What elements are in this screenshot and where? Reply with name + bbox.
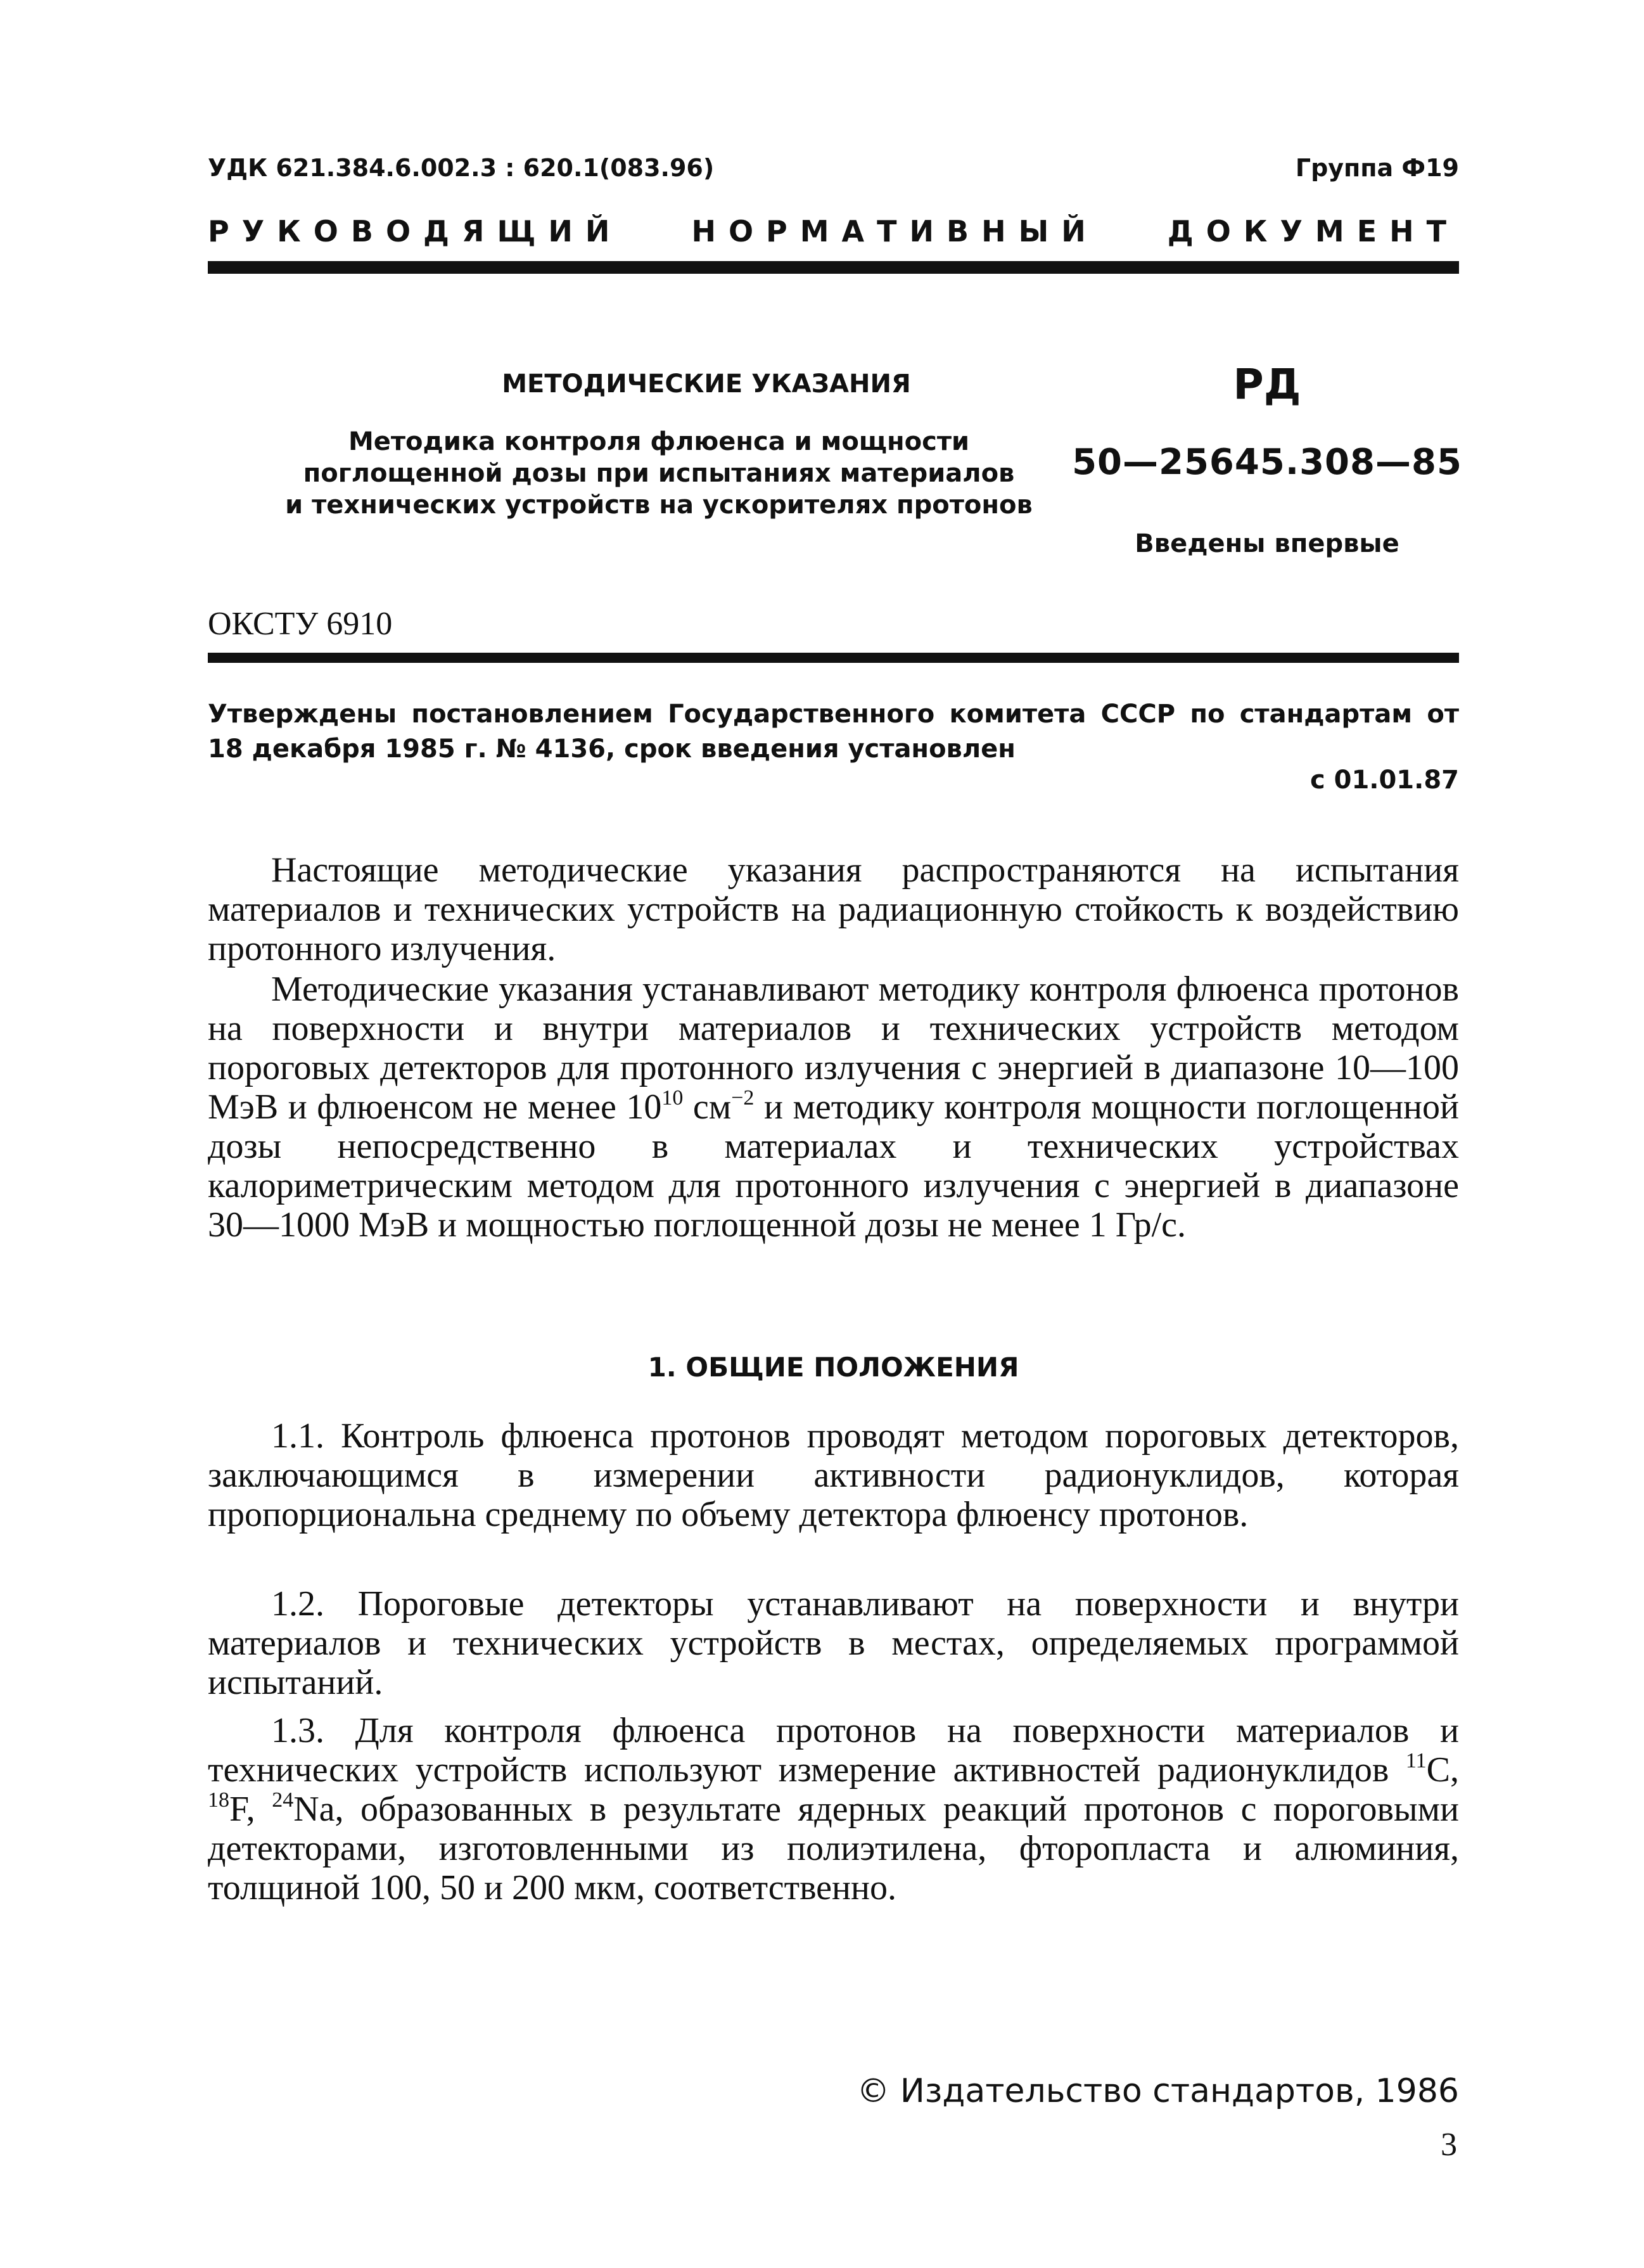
clause-1-1: 1.1. Контроль флюенса протонов проводят методом пороговых детекторов, заключающимся в измерении активности радионуклидов, которая пропорциональна среднему по объему детектора флюенсу протонов. bbox=[208, 1416, 1459, 1534]
p2-text-a: Методические указания устанавливают методику контроля флюенса протонов на поверхности и внутри материалов и технических устройств методом пороговых детекторов для протонного излучения с энергией в диапазоне 10—100 МэВ и флюенсом не менее 10 bbox=[208, 970, 1459, 1127]
paragraph-methods bbox=[208, 970, 1459, 1245]
copyright-line: © Издательство стандартов, 1986 bbox=[857, 2072, 1459, 2110]
approval-text: Утверждены постановлением Государственного комитета СССР по стандартам от 18 декабря 1985 г. № 4136, срок введения установлен bbox=[208, 700, 1459, 764]
clause-1-3 bbox=[208, 1711, 1459, 1907]
rd-label: РД bbox=[1233, 360, 1301, 409]
subtitle-line-3: и технических устройств на ускорителях протонов bbox=[285, 490, 1033, 520]
subtitle-line-1: Методика контроля флюенса и мощности bbox=[348, 427, 970, 456]
page-number: 3 bbox=[1441, 2127, 1457, 2163]
clause-1-2: 1.2. Пороговые детекторы устанавливают на поверхности и внутри материалов и технических устройств в местах, определяемых программой испытаний. bbox=[208, 1584, 1459, 1702]
udk-code: УДК 621.384.6.002.3 : 620.1(083.96) bbox=[208, 154, 715, 182]
header-divider bbox=[208, 261, 1459, 274]
p2-text-c: и методику контроля мощности поглощенной дозы непосредственно в материалах и технических устройствах калориметрическим методом для протонного излучения с энергией в диапазоне 30—1000 МэВ и мощностью поглощенной дозы не менее 1 Гр/с. bbox=[208, 1087, 1459, 1245]
p5-text-c: C, bbox=[1426, 1750, 1459, 1790]
p2-superscript-unit: −2 bbox=[731, 1086, 755, 1110]
approval-divider bbox=[208, 653, 1459, 663]
guidelines-heading: МЕТОДИЧЕСКИЕ УКАЗАНИЯ bbox=[502, 369, 911, 399]
p5-text-f: F, bbox=[229, 1790, 272, 1829]
introduced-note: Введены впервые bbox=[1135, 529, 1399, 558]
rd-number: 50—25645.308—85 bbox=[1072, 442, 1462, 483]
p2-superscript-power: 10 bbox=[661, 1086, 684, 1110]
paragraph-scope: Настоящие методические указания распространяются на испытания материалов и технических устройств на радиационную стойкость к воздействию протонного излучения. bbox=[208, 850, 1459, 968]
guidelines-subtitle bbox=[253, 426, 1064, 521]
p2-text-b: см bbox=[683, 1087, 732, 1127]
p5-text-a: 1.3. Для контроля флюенса протонов на поверхности материалов и технических устройств используют измерение активностей радионуклидов bbox=[208, 1711, 1459, 1790]
p5-text-b: Na, образованных в результате ядерных реакций протонов с пороговыми детекторами, изготовленными из полиэтилена, фторопласта и алюминия, толщиной 100, 50 и 200 мкм, соответственно. bbox=[208, 1790, 1460, 1907]
doctype-word-2: НОРМАТИВНЫЙ bbox=[691, 214, 1099, 248]
doctype-word-3: ДОКУМЕНТ bbox=[1167, 214, 1459, 248]
subtitle-line-2: поглощенной дозы при испытаниях материалов bbox=[303, 459, 1015, 488]
document-type-banner bbox=[208, 214, 1459, 248]
p5-sup-na: 24 bbox=[272, 1788, 294, 1812]
p5-sup-f: 18 bbox=[208, 1788, 229, 1812]
doctype-word-1: РУКОВОДЯЩИЙ bbox=[208, 214, 623, 248]
group-code: Группа Ф19 bbox=[1295, 154, 1459, 182]
approval-date: с 01.01.87 bbox=[1309, 766, 1459, 795]
okstu-code: ОКСТУ 6910 bbox=[208, 606, 393, 642]
p5-sup-c: 11 bbox=[1405, 1749, 1427, 1772]
section-title: 1. ОБЩИЕ ПОЛОЖЕНИЯ bbox=[647, 1352, 1019, 1383]
